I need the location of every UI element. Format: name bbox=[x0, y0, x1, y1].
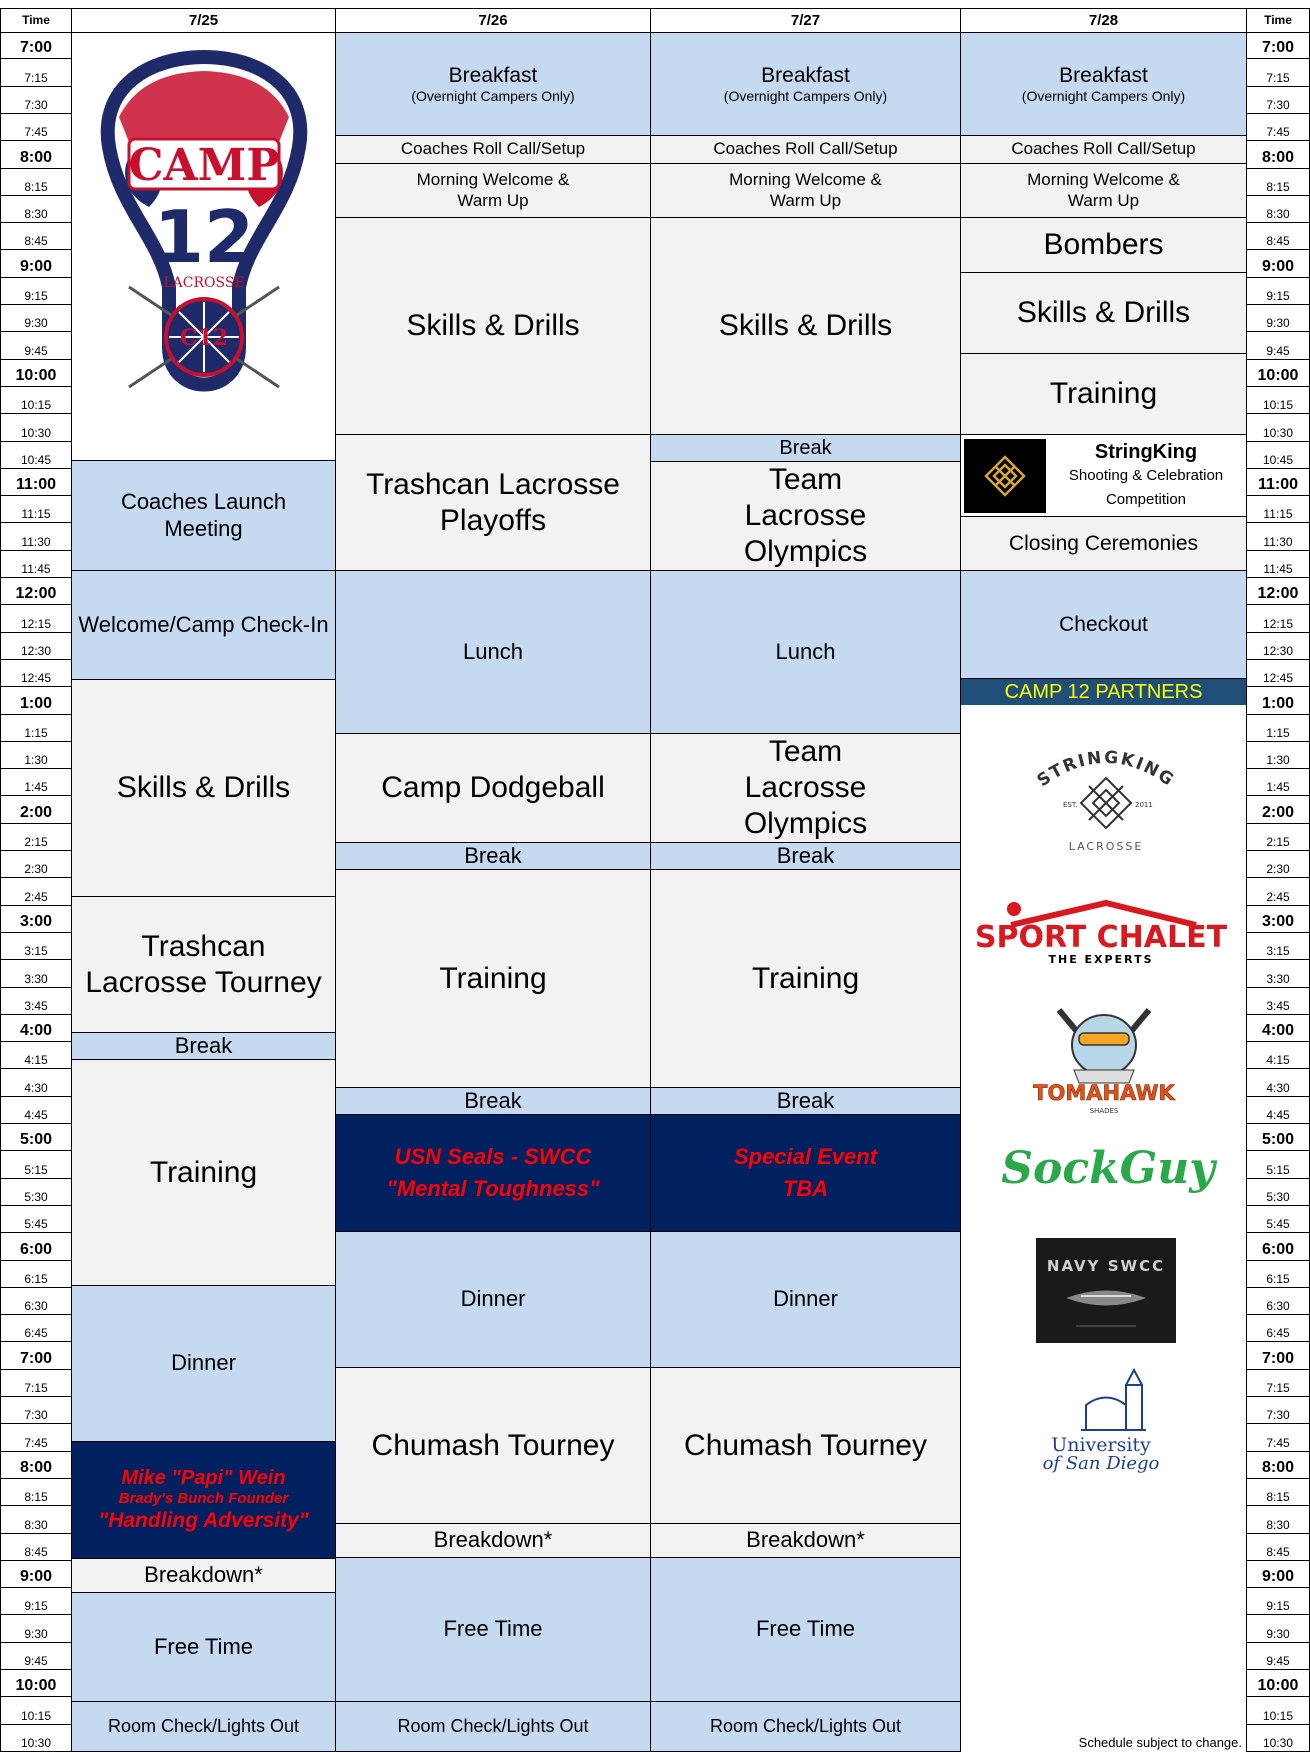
time-left-slot: 1:45 bbox=[1, 769, 71, 796]
time-left-slot: 7:00 bbox=[1, 1342, 71, 1369]
day-header-7-25: 7/25 bbox=[71, 8, 336, 33]
time-left-slot: 9:00 bbox=[1, 250, 71, 277]
time-right-slot: 11:30 bbox=[1247, 523, 1309, 550]
navy-swcc-emblem bbox=[1036, 1238, 1176, 1343]
day3-break-morning: Break bbox=[650, 434, 961, 462]
day3-special-event: Special Event TBA bbox=[650, 1114, 961, 1232]
time-left-slot: 3:45 bbox=[1, 988, 71, 1015]
time-left-slot: 10:15 bbox=[1, 387, 71, 414]
time-left-slot: 9:30 bbox=[1, 1615, 71, 1642]
time-left-slot: 7:00 bbox=[1, 32, 71, 59]
partners-banner: CAMP 12 PARTNERS bbox=[960, 678, 1247, 706]
time-right-slot: 4:15 bbox=[1247, 1042, 1309, 1069]
day3-skills: Skills & Drills bbox=[650, 217, 961, 435]
day2-training: Training bbox=[335, 869, 651, 1088]
time-right-slot: 2:15 bbox=[1247, 824, 1309, 851]
time-right-slot: 6:30 bbox=[1247, 1288, 1309, 1315]
stringking-desc: Shooting & Celebration Competition bbox=[1068, 466, 1224, 508]
time-left-slot: 5:30 bbox=[1, 1179, 71, 1206]
day-header-7-28: 7/28 bbox=[960, 8, 1247, 33]
time-left-slot: 2:45 bbox=[1, 878, 71, 905]
day4-bombers: Bombers bbox=[960, 217, 1247, 273]
day1-speaker-event: Mike "Papi" Wein Brady's Bunch Founder "Handling Adversity" bbox=[71, 1441, 336, 1559]
time-left-slot: 7:45 bbox=[1, 114, 71, 141]
camp-logo-number: 12 bbox=[153, 194, 254, 279]
sport-chalet-name: SPORT CHALET bbox=[974, 920, 1228, 955]
camp-logo-word: CAMP bbox=[128, 139, 279, 191]
day-header-7-26: 7/26 bbox=[335, 8, 651, 33]
time-left-slot: 3:00 bbox=[1, 906, 71, 933]
time-left-slot: 8:00 bbox=[1, 1452, 71, 1479]
time-column-right bbox=[1246, 32, 1310, 1752]
navy-swcc-logo bbox=[1036, 1238, 1176, 1343]
time-right-slot: 6:00 bbox=[1247, 1233, 1309, 1260]
schedule-note: Schedule subject to change. bbox=[1078, 1735, 1242, 1750]
time-left-slot: 2:15 bbox=[1, 824, 71, 851]
day2-skills: Skills & Drills bbox=[335, 217, 651, 435]
time-right-slot: 10:00 bbox=[1247, 1670, 1309, 1697]
time-right-slot: 1:00 bbox=[1247, 687, 1309, 714]
camp-logo-cell bbox=[71, 32, 336, 461]
time-right-slot: 7:30 bbox=[1247, 1397, 1309, 1424]
time-left-slot: 12:00 bbox=[1, 578, 71, 605]
time-right-slot: 4:00 bbox=[1247, 1015, 1309, 1042]
time-header-right: Time bbox=[1246, 8, 1310, 33]
time-right-slot: 12:15 bbox=[1247, 605, 1309, 632]
day-header-7-27: 7/27 bbox=[650, 8, 961, 33]
time-right-slot: 5:00 bbox=[1247, 1124, 1309, 1151]
time-left-slot: 12:15 bbox=[1, 605, 71, 632]
day2-welcome: Morning Welcome & Warm Up bbox=[335, 163, 651, 218]
day3-room-check: Room Check/Lights Out bbox=[650, 1701, 961, 1752]
time-right-slot: 2:00 bbox=[1247, 796, 1309, 823]
day3-olympics-2: Team Lacrosse Olympics bbox=[650, 733, 961, 843]
time-right-slot: 1:45 bbox=[1247, 769, 1309, 796]
time-left-slot: 5:00 bbox=[1, 1124, 71, 1151]
time-right-slot: 8:45 bbox=[1247, 223, 1309, 250]
time-right-slot: 8:30 bbox=[1247, 196, 1309, 223]
time-left-slot: 2:00 bbox=[1, 796, 71, 823]
day2-break-2: Break bbox=[335, 1087, 651, 1115]
time-left-slot: 5:45 bbox=[1, 1206, 71, 1233]
time-right-slot: 9:15 bbox=[1247, 1588, 1309, 1615]
time-left-slot: 12:45 bbox=[1, 660, 71, 687]
day1-free-time: Free Time bbox=[71, 1592, 336, 1702]
time-left-slot: 6:45 bbox=[1, 1315, 71, 1342]
time-right-slot: 10:15 bbox=[1247, 387, 1309, 414]
time-right-slot: 8:15 bbox=[1247, 1479, 1309, 1506]
day1-dinner: Dinner bbox=[71, 1285, 336, 1442]
navy-swcc-name: NAVY SWCC bbox=[1046, 1257, 1166, 1275]
day2-trashcan: Trashcan Lacrosse Playoffs bbox=[335, 434, 651, 571]
stringking-est: EST. bbox=[1063, 801, 1078, 809]
time-left-slot: 4:45 bbox=[1, 1097, 71, 1124]
day3-dinner: Dinner bbox=[650, 1231, 961, 1368]
time-right-slot: 12:45 bbox=[1247, 660, 1309, 687]
stringking-partner-logo bbox=[1031, 738, 1181, 858]
time-left-slot: 8:45 bbox=[1, 223, 71, 250]
camp-logo-lacrosse: LACROSSE bbox=[162, 274, 245, 291]
time-left-slot: 9:15 bbox=[1, 278, 71, 305]
day3-lunch: Lunch bbox=[650, 570, 961, 734]
svg-text:STRINGKING bbox=[1034, 748, 1179, 791]
day2-free-time: Free Time bbox=[335, 1557, 651, 1702]
time-left-slot: 6:30 bbox=[1, 1288, 71, 1315]
day1-coaches-meeting: Coaches Launch Meeting bbox=[71, 460, 336, 571]
day4-checkout: Checkout bbox=[960, 570, 1247, 679]
time-right-slot: 3:15 bbox=[1247, 933, 1309, 960]
time-left-slot: 10:00 bbox=[1, 360, 71, 387]
time-left-slot: 1:15 bbox=[1, 715, 71, 742]
time-right-slot: 7:45 bbox=[1247, 114, 1309, 141]
time-left-slot: 4:30 bbox=[1, 1069, 71, 1096]
time-left-slot: 2:30 bbox=[1, 851, 71, 878]
day4-closing: Closing Ceremonies bbox=[960, 516, 1247, 571]
time-left-slot: 1:00 bbox=[1, 687, 71, 714]
time-right-slot: 10:45 bbox=[1247, 442, 1309, 469]
time-left-slot: 6:00 bbox=[1, 1233, 71, 1260]
time-left-slot: 8:15 bbox=[1, 1479, 71, 1506]
time-left-slot: 10:30 bbox=[1, 414, 71, 441]
day2-breakdown: Breakdown* bbox=[335, 1523, 651, 1558]
day2-dodgeball: Camp Dodgeball bbox=[335, 733, 651, 843]
day2-dinner: Dinner bbox=[335, 1231, 651, 1368]
day1-skills: Skills & Drills bbox=[71, 679, 336, 897]
time-right-slot: 12:30 bbox=[1247, 633, 1309, 660]
time-right-slot: 2:30 bbox=[1247, 851, 1309, 878]
day2-seals-event: USN Seals - SWCC "Mental Toughness" bbox=[335, 1114, 651, 1232]
stringking-small-logo bbox=[964, 439, 1046, 513]
time-left-slot: 9:00 bbox=[1, 1561, 71, 1588]
time-left-slot: 9:15 bbox=[1, 1588, 71, 1615]
time-left-slot: 9:45 bbox=[1, 1643, 71, 1670]
usd-logo bbox=[1031, 1365, 1181, 1475]
sport-chalet-logo bbox=[974, 895, 1228, 970]
time-right-slot: 10:15 bbox=[1247, 1697, 1309, 1724]
day3-training: Training bbox=[650, 869, 961, 1088]
time-right-slot: 9:15 bbox=[1247, 278, 1309, 305]
time-right-slot: 8:00 bbox=[1247, 141, 1309, 168]
time-right-slot: 7:45 bbox=[1247, 1424, 1309, 1451]
time-right-slot: 1:15 bbox=[1247, 715, 1309, 742]
day3-roll-call: Coaches Roll Call/Setup bbox=[650, 135, 961, 164]
time-left-slot: 7:45 bbox=[1, 1424, 71, 1451]
time-right-slot: 6:45 bbox=[1247, 1315, 1309, 1342]
stringking-year: 2011 bbox=[1135, 801, 1153, 809]
time-left-slot: 12:30 bbox=[1, 633, 71, 660]
time-header-left: Time bbox=[0, 8, 72, 33]
time-left-slot: 11:45 bbox=[1, 551, 71, 578]
day2-lunch: Lunch bbox=[335, 570, 651, 734]
stringking-title: StringKing bbox=[1094, 440, 1198, 463]
time-right-slot: 8:45 bbox=[1247, 1534, 1309, 1561]
stringking-lacrosse: LACROSSE bbox=[1068, 840, 1144, 853]
day2-roll-call: Coaches Roll Call/Setup bbox=[335, 135, 651, 164]
stringking-partner-name: STRINGKING bbox=[1033, 747, 1179, 792]
day1-room-check: Room Check/Lights Out bbox=[71, 1701, 336, 1752]
usd-name-line1: University bbox=[1051, 1434, 1151, 1456]
time-left-slot: 10:45 bbox=[1, 442, 71, 469]
time-left-slot: 9:45 bbox=[1, 332, 71, 359]
day3-olympics: Team Lacrosse Olympics bbox=[650, 461, 961, 571]
time-left-slot: 11:15 bbox=[1, 496, 71, 523]
sockguy-name: SockGuy bbox=[1001, 1143, 1215, 1194]
day4-training: Training bbox=[960, 353, 1247, 435]
time-right-slot: 4:30 bbox=[1247, 1069, 1309, 1096]
time-right-slot: 11:15 bbox=[1247, 496, 1309, 523]
time-right-slot: 7:15 bbox=[1247, 1370, 1309, 1397]
time-left-slot: 7:15 bbox=[1, 1370, 71, 1397]
time-right-slot: 9:00 bbox=[1247, 1561, 1309, 1588]
day4-stringking-competition bbox=[960, 434, 1247, 517]
day2-breakfast: Breakfast (Overnight Campers Only) bbox=[335, 32, 651, 136]
time-right-slot: 7:00 bbox=[1247, 1342, 1309, 1369]
day1-trashcan: Trashcan Lacrosse Tourney bbox=[71, 896, 336, 1033]
day4-roll-call: Coaches Roll Call/Setup bbox=[960, 135, 1247, 164]
time-left-slot: 1:30 bbox=[1, 742, 71, 769]
time-left-slot: 7:30 bbox=[1, 87, 71, 114]
time-right-slot: 1:30 bbox=[1247, 742, 1309, 769]
time-right-slot: 5:15 bbox=[1247, 1151, 1309, 1178]
day2-chumash: Chumash Tourney bbox=[335, 1367, 651, 1524]
time-right-slot: 8:15 bbox=[1247, 169, 1309, 196]
sport-chalet-tagline: THE EXPERTS bbox=[1048, 953, 1154, 966]
time-right-slot: 9:30 bbox=[1247, 305, 1309, 332]
stringking-diamond-icon bbox=[983, 454, 1027, 498]
usd-name-line2: of San Diego bbox=[1042, 1453, 1160, 1474]
time-right-slot: 7:15 bbox=[1247, 59, 1309, 86]
time-left-slot: 7:30 bbox=[1, 1397, 71, 1424]
time-left-slot: 10:00 bbox=[1, 1670, 71, 1697]
day3-breakdown: Breakdown* bbox=[650, 1523, 961, 1558]
day3-break-2: Break bbox=[650, 1087, 961, 1115]
time-left-slot: 7:15 bbox=[1, 59, 71, 86]
camp-logo-ball: C12 bbox=[179, 324, 228, 351]
time-right-slot: 8:30 bbox=[1247, 1506, 1309, 1533]
day1-break: Break bbox=[71, 1032, 336, 1060]
time-left-slot: 9:30 bbox=[1, 305, 71, 332]
time-right-slot: 11:00 bbox=[1247, 469, 1309, 496]
time-right-slot: 3:45 bbox=[1247, 988, 1309, 1015]
time-right-slot: 10:30 bbox=[1247, 1725, 1309, 1752]
time-right-slot: 3:00 bbox=[1247, 906, 1309, 933]
tomahawk-shades: SHADES bbox=[1089, 1107, 1119, 1115]
time-column-left bbox=[0, 32, 72, 1752]
day1-training: Training bbox=[71, 1059, 336, 1286]
time-right-slot: 5:30 bbox=[1247, 1179, 1309, 1206]
day4-skills: Skills & Drills bbox=[960, 272, 1247, 354]
tomahawk-name: TOMAHAWK bbox=[1033, 1081, 1175, 1105]
time-left-slot: 11:30 bbox=[1, 523, 71, 550]
time-left-slot: 8:00 bbox=[1, 141, 71, 168]
time-left-slot: 5:15 bbox=[1, 1151, 71, 1178]
day3-breakfast: Breakfast (Overnight Campers Only) bbox=[650, 32, 961, 136]
camp-12-logo bbox=[89, 47, 319, 447]
time-right-slot: 9:45 bbox=[1247, 332, 1309, 359]
time-right-slot: 5:45 bbox=[1247, 1206, 1309, 1233]
time-left-slot: 4:15 bbox=[1, 1042, 71, 1069]
time-left-slot: 10:30 bbox=[1, 1725, 71, 1752]
day4-welcome: Morning Welcome & Warm Up bbox=[960, 163, 1247, 218]
time-right-slot: 3:30 bbox=[1247, 960, 1309, 987]
time-right-slot: 9:45 bbox=[1247, 1643, 1309, 1670]
time-right-slot: 8:00 bbox=[1247, 1452, 1309, 1479]
time-left-slot: 8:45 bbox=[1, 1534, 71, 1561]
day4-breakfast: Breakfast (Overnight Campers Only) bbox=[960, 32, 1247, 136]
day3-chumash: Chumash Tourney bbox=[650, 1367, 961, 1524]
time-left-slot: 8:30 bbox=[1, 1506, 71, 1533]
time-right-slot: 6:15 bbox=[1247, 1261, 1309, 1288]
time-right-slot: 12:00 bbox=[1247, 578, 1309, 605]
time-right-slot: 2:45 bbox=[1247, 878, 1309, 905]
sockguy-logo bbox=[1001, 1135, 1215, 1205]
partners-area bbox=[960, 705, 1247, 1752]
time-left-slot: 10:15 bbox=[1, 1697, 71, 1724]
time-right-slot: 11:45 bbox=[1247, 551, 1309, 578]
day1-breakdown: Breakdown* bbox=[71, 1558, 336, 1593]
time-left-slot: 3:30 bbox=[1, 960, 71, 987]
day2-room-check: Room Check/Lights Out bbox=[335, 1701, 651, 1752]
day1-welcome: Welcome/Camp Check-In bbox=[71, 570, 336, 680]
day3-break: Break bbox=[650, 842, 961, 870]
time-right-slot: 9:30 bbox=[1247, 1615, 1309, 1642]
time-right-slot: 4:45 bbox=[1247, 1097, 1309, 1124]
day2-break: Break bbox=[335, 842, 651, 870]
time-left-slot: 3:15 bbox=[1, 933, 71, 960]
time-left-slot: 8:15 bbox=[1, 169, 71, 196]
time-left-slot: 6:15 bbox=[1, 1261, 71, 1288]
time-right-slot: 7:00 bbox=[1247, 32, 1309, 59]
day3-free-time: Free Time bbox=[650, 1557, 961, 1702]
time-left-slot: 8:30 bbox=[1, 196, 71, 223]
day3-welcome: Morning Welcome & Warm Up bbox=[650, 163, 961, 218]
time-left-slot: 11:00 bbox=[1, 469, 71, 496]
time-right-slot: 10:00 bbox=[1247, 360, 1309, 387]
time-left-slot: 4:00 bbox=[1, 1015, 71, 1042]
time-right-slot: 9:00 bbox=[1247, 250, 1309, 277]
time-right-slot: 7:30 bbox=[1247, 87, 1309, 114]
time-right-slot: 10:30 bbox=[1247, 414, 1309, 441]
tomahawk-logo bbox=[1033, 995, 1175, 1120]
